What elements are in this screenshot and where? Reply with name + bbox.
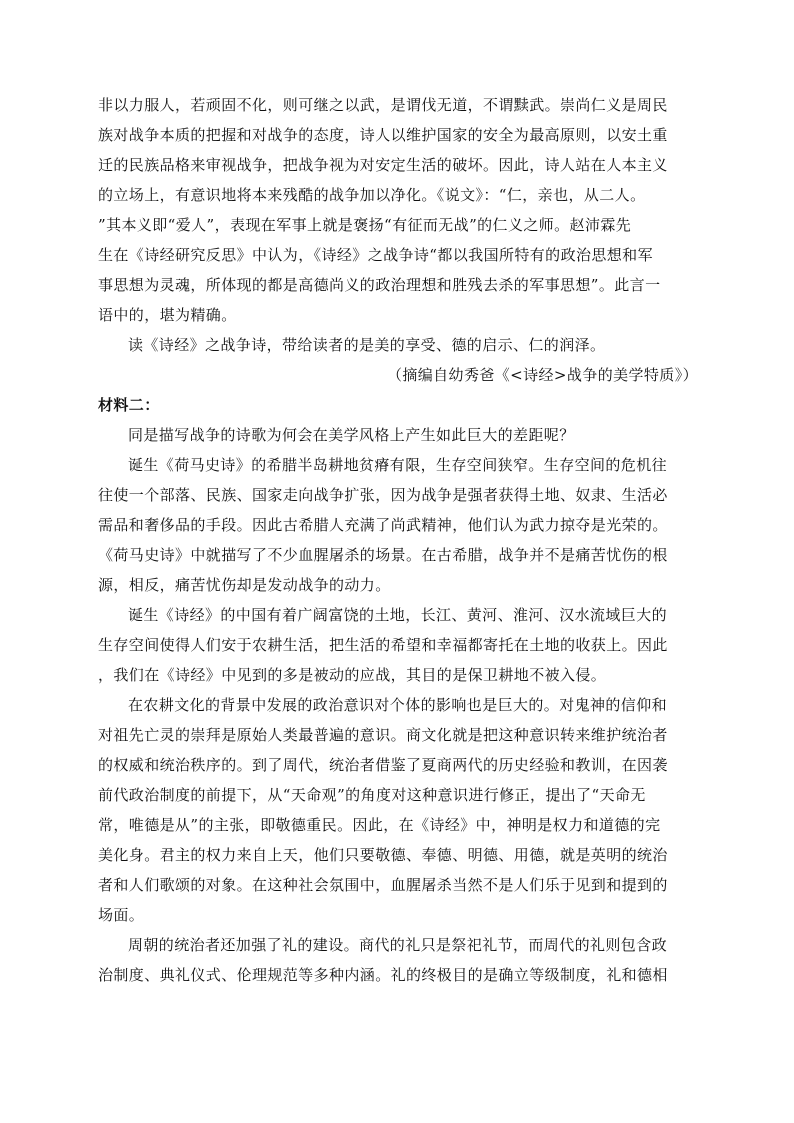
text-line: 周朝的统治者还加强了礼的建设。商代的礼只是祭祀礼节，而周代的礼则包含政: [128, 936, 668, 954]
text-line: 语中的，堪为精确。: [98, 306, 237, 324]
text-line: 诞生《荷马史诗》的希腊半岛耕地贫瘠有限，生存空间狭窄。生存空间的危机往: [128, 456, 668, 474]
text-line: 《荷马史诗》中就描写了不少血腥屠杀的场景。在古希腊，战争并不是痛苦忧伤的根: [98, 546, 668, 564]
text-line: 场面。: [98, 906, 145, 924]
text-line: 在农耕文化的背景中发展的政治意识对个体的影响也是巨大的。对鬼神的信仰和: [128, 696, 668, 714]
text-line: 族对战争本质的把握和对战争的态度，诗人以维护国家的安全为最高原则，以安土重: [98, 126, 668, 144]
document-body: [98, 90, 698, 990]
section-heading: 材料二：: [98, 396, 160, 414]
text-line: 者和人们歌颂的对象。在这种社会氛围中，血腥屠杀当然不是人们乐于见到和提到的: [98, 876, 668, 894]
text-line: 事思想为灵魂，所体现的都是高德尚义的政治理想和胜残去杀的军事思想”。此言一: [98, 276, 661, 294]
text-line: 生在《诗经研究反思》中认为，《诗经》之战争诗“都以我国所特有的政治思想和军: [98, 246, 653, 264]
text-line: 迁的民族品格来审视战争，把战争视为对安定生活的破坏。因此，诗人站在人本主义: [98, 156, 668, 174]
text-line: 对祖先亡灵的崇拜是原始人类最普遍的意识。商文化就是把这种意识转来维护统治者: [98, 726, 668, 744]
text-line: 的权威和统治秩序的。到了周代，统治者借鉴了夏商两代的历史经验和教训，在因袭: [98, 756, 668, 774]
text-line: ，我们在《诗经》中见到的多是被动的应战，其目的是保卫耕地不被入侵。: [98, 666, 607, 684]
closing-paragraph: 读《诗经》之战争诗，带给读者的是美的享受、德的启示、仁的润泽。: [128, 336, 606, 354]
source-citation: （摘编自幼秀爸《<诗经>战争的美学特质》）: [386, 366, 698, 384]
text-line: 前代政治制度的前提下，从“天命观”的角度对这种意识进行修正，提出了“天命无: [98, 786, 646, 804]
text-line: 非以力服人，若顽固不化，则可继之以武，是谓伐无道，不谓黩武。崇尚仁义是周民: [98, 96, 668, 114]
text-line: 的立场上，有意识地将本来残酷的战争加以净化。《说文》：“仁，亲也，从二人。: [98, 186, 646, 204]
text-line: 需品和奢侈品的手段。因此古希腊人充满了尚武精神，他们认为武力掠夺是光荣的。: [98, 516, 668, 534]
text-line: 治制度、典礼仪式、伦理规范等多种内涵。礼的终极目的是确立等级制度，礼和德相: [98, 966, 668, 984]
text-line: 源，相反，痛苦忧伤却是发动战争的动力。: [98, 576, 391, 594]
text-line: 往使一个部落、民族、国家走向战争扩张，因为战争是强者获得土地、奴隶、生活必: [98, 486, 668, 504]
text-line: ”其本义即“爱人”，表现在军事上就是褒扬“有征而无战”的仁义之师。赵沛霖先: [98, 216, 632, 234]
text-line: 常，唯德是从”的主张，即敬德重民。因此，在《诗经》中，神明是权力和道德的完: [98, 816, 661, 834]
text-line: 生存空间使得人们安于农耕生活，把生活的希望和幸福都寄托在土地的收获上。因此: [98, 636, 668, 654]
text-line: 美化身。君主的权力来自上天，他们只要敬德、奉德、明德、用德，就是英明的统治: [98, 846, 668, 864]
question-paragraph: 同是描写战争的诗歌为何会在美学风格上产生如此巨大的差距呢？: [128, 426, 575, 444]
text-line: 诞生《诗经》的中国有着广阔富饶的土地，长江、黄河、淮河、汉水流域巨大的: [128, 606, 668, 624]
